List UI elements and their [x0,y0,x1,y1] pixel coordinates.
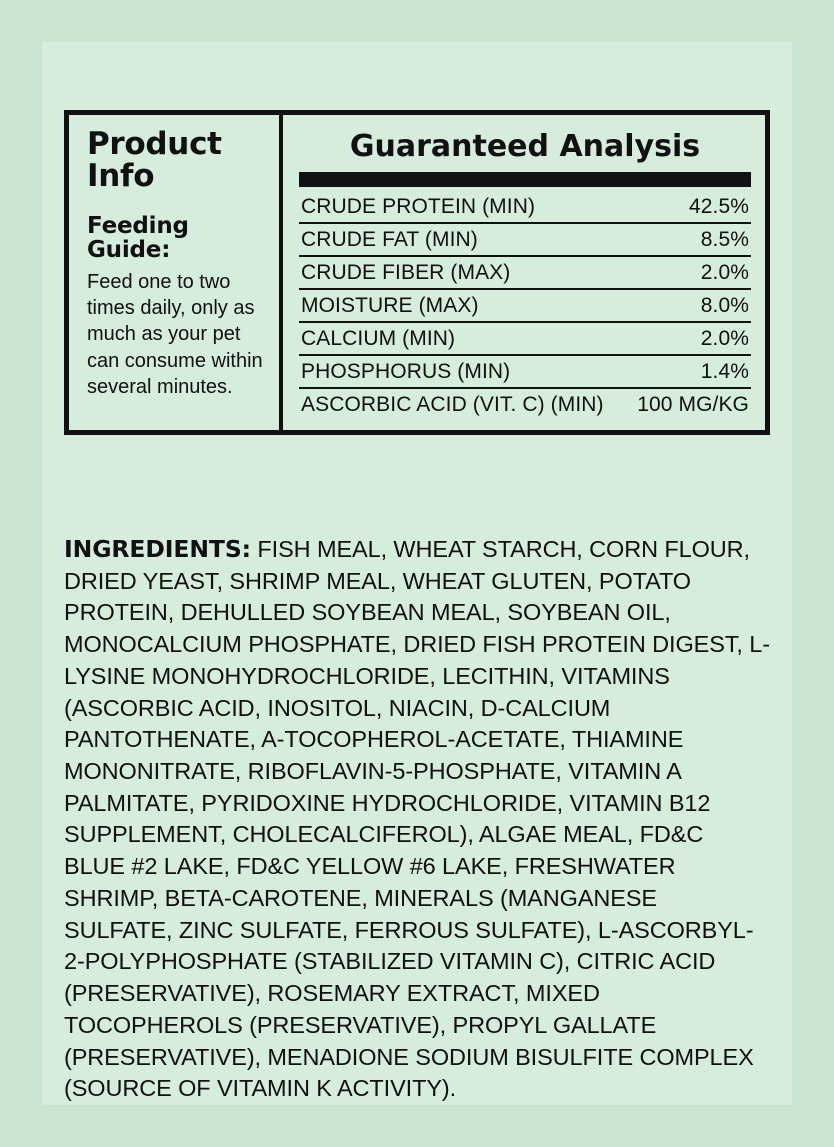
nutrient-name: CRUDE PROTEIN (MIN) [301,195,536,218]
nutrient-value: 2.0% [700,327,749,350]
nutrient-name: CRUDE FAT (MIN) [301,228,478,251]
nutrient-value: 42.5% [688,195,749,218]
guaranteed-analysis-section [283,115,765,430]
feeding-guide-text: Feed one to two times daily, only as much as your pet can consume within several minutes. [87,270,263,399]
table-row [299,323,751,356]
table-row [299,257,751,290]
nutrient-name: PHOSPHORUS (MIN) [301,360,511,383]
product-info-title: Product Info [87,126,222,194]
table-row [299,191,751,224]
nutrient-name: MOISTURE (MAX) [301,294,479,317]
nutrient-value: 8.0% [700,294,749,317]
nutrient-value: 100 MG/KG [637,393,749,416]
ingredients-heading: INGREDIENTS: [64,535,251,563]
nutrient-name: CALCIUM (MIN) [301,327,456,350]
table-row [299,224,751,257]
nutrient-name: CRUDE FIBER (MAX) [301,261,511,284]
ingredients-section [64,534,770,1105]
nutrient-value: 1.4% [700,360,749,383]
pet-food-label [42,42,792,1105]
ingredients-text: FISH MEAL, WHEAT STARCH, CORN FLOUR, DRIED YEAST, SHRIMP MEAL, WHEAT GLUTEN, POTATO PROTEIN, DEHULLED SOYBEAN MEAL, SOYBEAN OIL, MONOCALCIUM PHOSPHATE, DRIED FISH PROTEIN DIGEST, L-LYSINE MONOHYDROCHLORIDE, LECITHIN, VITAMINS (ASCORBIC ACID, INOSITOL, NIACIN, D-CALCIUM PANTOTHENATE, A-TOCOPHEROL-ACETATE, THIAMINE MONONITRATE, RIBOFLAVIN-5-PHOSPHATE, VITAMIN A PALMITATE, PYRIDOXINE HYDROCHLORIDE, VITAMIN B12 SUPPLEMENT, CHOLECALCIFEROL), ALGAE MEAL, FD&C BLUE #2 LAKE, FD&C YELLOW #6 LAKE, FRESHWATER SHRIMP, BETA-CAROTENE, MINERALS (MANGANESE SULFATE, ZINC SULFATE, FERROUS SULFATE), L-ASCORBYL-2-POLYPHOSPHATE (STABILIZED VITAMIN C), CITRIC ACID (PRESERVATIVE), ROSEMARY EXTRACT, MIXED TOCOPHEROLS (PRESERVATIVE), PROPYL GALLATE (PRESERVATIVE), MENADIONE SODIUM BISULFITE COMPLEX (SOURCE OF VITAMIN K ACTIVITY). [64,536,770,1102]
feeding-guide-title: Feeding Guide: [87,213,189,264]
guaranteed-analysis-divider [299,172,751,187]
table-row [299,356,751,389]
table-row [299,290,751,323]
nutrient-value: 2.0% [700,261,749,284]
product-info-section [69,115,283,430]
nutrient-value: 8.5% [700,228,749,251]
nutrition-panel [64,110,770,435]
nutrient-name: ASCORBIC ACID (VIT. C) (MIN) [301,393,604,416]
table-row [299,389,751,420]
guaranteed-analysis-title: Guaranteed Analysis [349,129,701,164]
